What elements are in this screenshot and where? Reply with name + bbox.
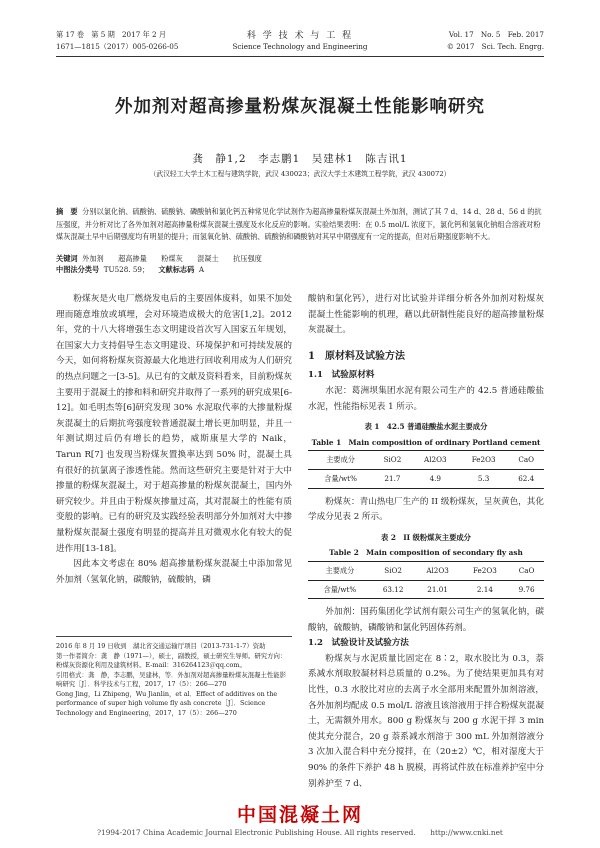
table2-header: 主要成分 <box>308 561 372 580</box>
journal-name-cn: 科 学 技 术 与 工 程 <box>246 31 354 41</box>
intro-paragraph-2: 因此本文考虑在 80% 超高掺量粉煤灰混凝土中添加常见外加剂（氢氧化钠，碳酸钠，硫酸钠，磷 <box>56 559 292 585</box>
table1-cell: 21.7 <box>373 469 412 488</box>
journal-vol-en: Vol. 17 No. 5 Feb. 2017 <box>448 30 544 39</box>
intro-paragraph-1: 粉煤灰是火电厂燃烧发电后的主要固体废料，如果不加处理而随意堆放或填埋，会对环境造成极大的危害[1,2]。2012 年，党的十八大将增强生态文明建设首次写入国家五年规划，在国家大力支持倡导生态文明建设、环境保护和可持续发展的今天，如何将粉煤灰资源最大化地进行回收利用成为人们研究的热点问题之一[3-5]。从已有的文献及资料看来，目前粉煤灰主要用于混凝土的掺和料和研究并取得了一系列的研究成果[6-12]。如毛明杰等[6]研究发现 30% 水泥取代率的大掺量粉煤灰混凝土的后期抗弯强度较普通混凝土增长更加明显，并且一年测试期过后仍有增长的趋势，威斯康星大学的 Naik，Tarun R[7] 也发现当粉煤灰置换率达到 50% 时，混凝土具有很好的抗氯离子渗透性能。然而这些研究主要是针对于大中掺量的粉煤灰混凝土，对于超高掺量的粉煤灰混凝土，国内外研究较少。并且由于粉煤灰掺量过高，其对混凝土的性能有质变般的影响。已有的研究及实践经验表明部分外加剂对大中掺量粉煤灰混凝土强度有明显的提高并且对微观水化有较大的促进作用[13-18]。 <box>56 294 292 554</box>
table1-header: Fe2O3 <box>459 451 509 470</box>
footnote-rule <box>56 636 292 637</box>
section-1-1-heading: 1.1 试验原材料 <box>308 370 375 381</box>
journal-copyright: © 2017 Sci. Tech. Engrg. <box>446 42 544 51</box>
intro-continued: 酸钠和氯化钙），进行对比试验并详细分析各外加剂对粉煤灰混凝土性能影响的机理，藉以此研制性能良好的超高掺量粉煤灰混凝土。 <box>308 294 544 336</box>
table1-caption-en: Table 1 Main composition of ordinary Portland cement <box>311 437 541 447</box>
table1-cell: 62.4 <box>508 469 544 488</box>
cement-paragraph: 水泥：葛洲坝集团水泥有限公司生产的 42.5 普通硅酸盐水泥，性能指标见表 1 所示。 <box>308 385 544 412</box>
abstract-label: 摘 要 <box>56 207 78 216</box>
table2-header: SiO2 <box>372 561 415 580</box>
keywords-text: 外加剂 超高掺量 粉煤灰 混凝土 抗压强度 <box>82 254 262 263</box>
keywords-label: 关键词 <box>56 254 78 263</box>
doc-code-value: A <box>198 265 205 274</box>
footnote-cite-en: Gong Jing，Li Zhipeng，Wu Jianlin，et al．Effect of additives on the performance of super high volume fly ash concrete［J］．Science Technology and Engineering，2017，17（5）：266—270 <box>56 689 278 717</box>
footnote-author: 第一作者简介：龚 静（1971—），硕士，副教授，硕士研究生导师。研究方向：粉煤灰资源化利用及建筑材料。E-mail：316264123＠qq.com。 <box>56 651 287 669</box>
table2-cell: 含量/wt% <box>308 580 372 599</box>
method-paragraph: 粉煤灰与水泥质量比固定在 8∶2，取水胶比为 0.3，萘系减水剂取胶凝材料总质量的 0.2%。为了使结果更加具有对比性，0.3 水胶比对应的去离子水全部用来配置外加剂溶液，各外加剂均配成 0.5 mol/L 溶液且该溶液用于拌合粉煤灰混凝土，无需额外用水。800 g 粉煤灰与 200 g 水泥干拌 3 min 使其充分混合，20 g 萘系减水剂溶于 300 mL 外加剂溶液分 3 次加入混合料中充分搅拌，在（20±2）℃，相对湿度大于 90% 的条件下养护 48 h 脱模，再将试件放在标准养护室中分别养护至 7 d、 <box>308 653 544 789</box>
table2-caption-cn: 表 2 II 级粉煤灰主要成分 <box>381 532 471 542</box>
paper-title: 外加剂对超高掺量粉煤灰混凝土性能影响研究 <box>115 97 485 117</box>
table1-cell: 4.9 <box>412 469 459 488</box>
journal-volume: 第 17 卷 第 5 期 2017 年 2 月 <box>56 30 167 39</box>
left-column <box>56 292 292 588</box>
flyash-paragraph: 粉煤灰：青山热电厂生产的 II 级粉煤灰，呈灰黄色，其化学成分见表 2 所示。 <box>308 496 544 523</box>
journal-code: 1671—1815（2017）005-0266-05 <box>56 42 179 51</box>
additive-paragraph: 外加剂：国药集团化学试剂有限公司生产的氢氧化钠，碳酸钠，硫酸钠，磷酸钠和氯化钙固体药剂。 <box>308 607 544 633</box>
footnote <box>56 642 292 718</box>
table2-caption-en: Table 2 Main composition of secondary fly ash <box>329 548 523 558</box>
table1-header: SiO2 <box>373 451 412 470</box>
table1 <box>308 450 544 488</box>
clc-value: TU528. 59； <box>103 265 150 274</box>
abstract <box>56 206 544 244</box>
table2-cell: 21.01 <box>415 580 461 599</box>
table1-header: 主要成分 <box>308 451 373 470</box>
table2-header: CaO <box>509 561 544 580</box>
affiliation: （武汉轻工大学土木工程与建筑学院，武汉 430023；武汉大学土木建筑工程学院，武汉 430072） <box>149 170 451 178</box>
section-1-2-heading: 1.2 试验设计及试验方法 <box>308 638 409 649</box>
table1-header: Al2O3 <box>412 451 459 470</box>
table2-cell: 9.76 <box>509 580 544 599</box>
table2 <box>308 561 544 599</box>
abstract-text: 分别以氯化钠、硫酸钠、硫酸钠、磷酸钠和氯化钙五种常见化学试剂作为超高掺量粉煤灰混凝土外加剂，测试了其 7 d、14 d、28 d、56 d 的抗压强度，并分析对比了各外加剂对超高掺量粉煤灰混凝土强度及水化反应的影响。实验结果表明：在 0.5 mol/L 浓度下，氯化钙和氢氧化钠组合溶液对粉煤灰混凝土早中后期强度均有明显的提升；而氢氧化钠、硫酸钠、硫酸钠和磷酸钠对其早中期强度有一定的提高，但对后期强度影响不大。 <box>56 207 542 241</box>
table1-caption-cn: 表 1 42.5 普通硅酸盐水泥主要成分 <box>364 422 488 432</box>
clc-label: 中图法分类号 <box>56 265 100 274</box>
table1-header: CaO <box>508 451 544 470</box>
authors: 龚 静1,2 李志鹏1 吴建林1 陈吉讯1 <box>192 153 408 165</box>
journal-name-en: Science Technology and Engineering <box>232 42 368 51</box>
footnote-cite-cn: 引用格式：龚 静，李志鹏，吴建林，等．外加剂对超高掺量粉煤灰混凝土性能影响研究［J］．科学技术与工程，2017，17（5）：266—270 <box>56 670 287 688</box>
section-1-heading: 1 原材料及试验方法 <box>308 350 405 362</box>
site-watermark: 中国混凝土网 <box>236 804 363 826</box>
cnki-copyright: ?1994-2017 China Academic Journal Electronic Publishing House. All rights reserved. http://www.cnki.net <box>97 828 503 837</box>
right-column <box>308 292 544 792</box>
table2-header: Al2O3 <box>415 561 461 580</box>
table1-cell: 含量/wt% <box>308 469 373 488</box>
table2-cell: 2.14 <box>461 580 510 599</box>
table2-cell: 63.12 <box>372 580 415 599</box>
header-rule <box>56 56 544 57</box>
table2-header: Fe2O3 <box>461 561 510 580</box>
keywords <box>56 253 544 275</box>
footnote-received: 2016 年 8 月 19 日收到 湖北省交通运输厅项目（2013-731-1-7）资助 <box>56 642 266 650</box>
doc-code-label: 文献标志码 <box>158 265 195 274</box>
table1-cell: 5.3 <box>459 469 509 488</box>
